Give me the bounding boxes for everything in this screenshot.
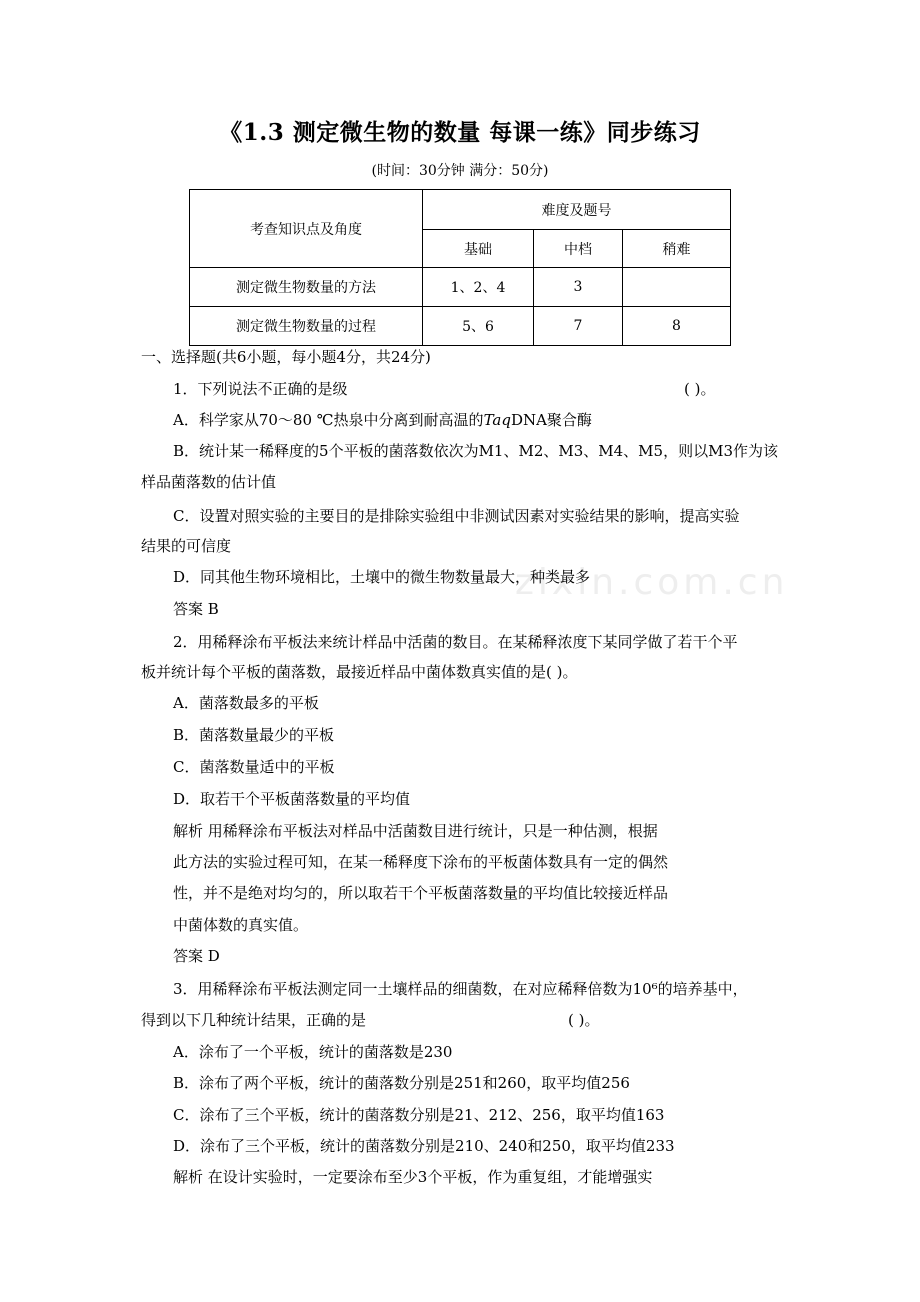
q2-option-b: B．菌落数量最少的平板 xyxy=(173,726,335,744)
q1-answer: 答案 B xyxy=(173,600,219,618)
q3-stem-line2: 得到以下几种统计结果，正确的是 xyxy=(141,1011,367,1029)
q1-option-b-line1: B．统计某一稀释度的5个平板的菌落数依次为M1、M2、M3、M4、M5，则以M3作为该 xyxy=(173,442,778,460)
q3-answer-paren: ( )。 xyxy=(568,1011,600,1029)
q1-option-b-line2: 样品菌落数的估计值 xyxy=(141,473,277,491)
table-cell-hard xyxy=(623,268,731,307)
table-level-basic: 基础 xyxy=(423,230,534,268)
q2-analysis-line: 中菌体数的真实值。 xyxy=(173,916,309,934)
q3-option-b: B．涂布了两个平板，统计的菌落数分别是251和260，取平均值256 xyxy=(173,1074,630,1092)
q1-option-d: D．同其他生物环境相比，土壤中的微生物数量最大，种类最多 xyxy=(173,568,591,586)
q3-analysis-line: 解析 在设计实验时，一定要涂布至少3个平板，作为重复组，才能增强实 xyxy=(173,1168,653,1186)
table-cell-basic: 5、6 xyxy=(423,307,534,346)
q2-analysis-line: 此方法的实验过程可知，在某一稀释度下涂布的平板菌体数具有一定的偶然 xyxy=(173,853,669,871)
q2-option-c: C．菌落数量适中的平板 xyxy=(173,758,335,776)
table-cell-basic: 1、2、4 xyxy=(423,268,534,307)
table-row xyxy=(190,268,731,307)
watermark: zixin.com.cn xyxy=(515,562,789,603)
q1-option-a: A．科学家从70～80 ℃热泉中分离到耐高温的TaqDNA聚合酶 xyxy=(173,411,592,429)
table-cell-mid: 3 xyxy=(534,268,623,307)
q2-answer: 答案 D xyxy=(173,947,220,965)
q1-stem: 1．下列说法不正确的是级 xyxy=(173,380,348,398)
q3-option-a: A．涂布了一个平板，统计的菌落数是230 xyxy=(173,1043,453,1061)
q2-stem-line2: 板并统计每个平板的菌落数，最接近样品中菌体数真实值的是( )。 xyxy=(141,663,578,681)
table-row xyxy=(190,307,731,346)
table-header-topic: 考查知识点及角度 xyxy=(190,190,423,268)
q1-option-c-line1: C．设置对照实验的主要目的是排除实验组中非测试因素对实验结果的影响，提高实验 xyxy=(173,507,740,525)
q1-option-c-line2: 结果的可信度 xyxy=(141,537,232,555)
section-heading: 一、选择题(共6小题，每小题4分，共24分) xyxy=(141,348,431,366)
document-title: 《1.3 测定微生物的数量 每课一练》同步练习 xyxy=(219,119,701,146)
q3-stem-line1: 3．用稀释涂布平板法测定同一土壤样品的细菌数，在对应稀释倍数为10⁶的培养基中， xyxy=(173,980,748,998)
table-level-mid: 中档 xyxy=(534,230,623,268)
document-subtitle: (时间：30分钟 满分：50分) xyxy=(371,163,549,179)
q2-analysis-line: 解析 用稀释涂布平板法对样品中活菌数目进行统计，只是一种估测，根据 xyxy=(173,822,658,840)
table-cell-topic: 测定微生物数量的方法 xyxy=(190,268,423,307)
table-cell-topic: 测定微生物数量的过程 xyxy=(190,307,423,346)
q2-stem-line1: 2．用稀释涂布平板法来统计样品中活菌的数目。在某稀释浓度下某同学做了若干个平 xyxy=(173,633,738,651)
table-level-hard: 稍难 xyxy=(623,230,731,268)
q3-option-d: D．涂布了三个平板，统计的菌落数分别是210、240和250，取平均值233 xyxy=(173,1137,675,1155)
q2-option-d: D．取若干个平板菌落数量的平均值 xyxy=(173,790,411,808)
table-cell-hard: 8 xyxy=(623,307,731,346)
q1-answer-paren: ( )。 xyxy=(684,380,716,398)
table-header-difficulty: 难度及题号 xyxy=(423,190,731,230)
q3-option-c: C．涂布了三个平板，统计的菌落数分别是21、212、256，取平均值163 xyxy=(173,1106,665,1124)
difficulty-table xyxy=(189,189,731,346)
q2-option-a: A．菌落数最多的平板 xyxy=(173,694,319,712)
table-cell-mid: 7 xyxy=(534,307,623,346)
q2-analysis-line: 性，并不是绝对均匀的，所以取若干个平板菌落数量的平均值比较接近样品 xyxy=(173,884,669,902)
